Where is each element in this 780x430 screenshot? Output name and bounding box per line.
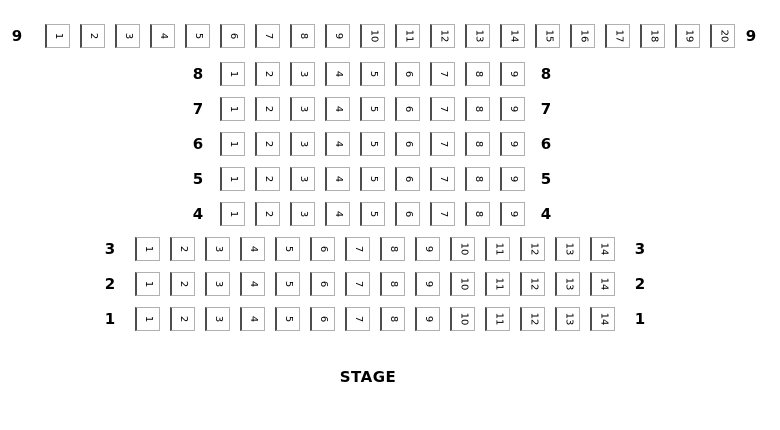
seat-number: 14	[507, 29, 519, 43]
seat-number: 9	[508, 105, 519, 113]
seat-number: 9	[333, 32, 344, 40]
seat-number: 5	[368, 175, 379, 183]
seat-row4-1[interactable]	[220, 202, 245, 226]
seat-number: 9	[508, 175, 519, 183]
seat-row6-8[interactable]	[465, 132, 490, 156]
seat-row9-18[interactable]	[640, 24, 665, 48]
seat-number: 14	[597, 312, 609, 326]
seat-row5-2[interactable]	[255, 167, 280, 191]
seat-number: 4	[333, 140, 344, 148]
row-label-right-2: 2	[634, 275, 646, 293]
seat-number: 12	[437, 29, 449, 43]
seat-number: 5	[368, 210, 379, 218]
seat-number: 11	[492, 242, 504, 256]
seat-row9-19[interactable]	[675, 24, 700, 48]
seat-row6-3[interactable]	[290, 132, 315, 156]
seat-number: 7	[438, 175, 449, 183]
seat-number: 11	[402, 29, 414, 43]
row-label-left-8: 8	[192, 65, 204, 83]
seat-row9-10[interactable]	[360, 24, 385, 48]
seat-number: 8	[473, 140, 484, 148]
seat-row6-4[interactable]	[325, 132, 350, 156]
seat-row1-2[interactable]	[170, 307, 195, 331]
seat-number: 10	[457, 277, 469, 291]
seat-row4-4[interactable]	[325, 202, 350, 226]
seat-row1-8[interactable]	[380, 307, 405, 331]
seat-row9-16[interactable]	[570, 24, 595, 48]
seat-number: 2	[178, 315, 189, 323]
seat-number: 2	[263, 140, 274, 148]
seat-number: 5	[368, 105, 379, 113]
seat-number: 2	[178, 245, 189, 253]
row-label-left-6: 6	[192, 135, 204, 153]
seat-number: 12	[527, 312, 539, 326]
seat-number: 8	[473, 105, 484, 113]
seat-number: 2	[88, 32, 99, 40]
seat-row2-3[interactable]	[205, 272, 230, 296]
seat-row2-13[interactable]	[555, 272, 580, 296]
row-label-left-1: 1	[104, 310, 116, 328]
seat-number: 5	[283, 245, 294, 253]
seat-row3-5[interactable]	[275, 237, 300, 261]
seat-row7-3[interactable]	[290, 97, 315, 121]
seat-row8-2[interactable]	[255, 62, 280, 86]
seat-row5-9[interactable]	[500, 167, 525, 191]
seat-number: 8	[388, 315, 399, 323]
seat-number: 2	[263, 70, 274, 78]
row-label-right-8: 8	[540, 65, 552, 83]
seat-number: 4	[158, 32, 169, 40]
seat-row6-5[interactable]	[360, 132, 385, 156]
seat-row5-8[interactable]	[465, 167, 490, 191]
row-label-left-7: 7	[192, 100, 204, 118]
seat-row2-4[interactable]	[240, 272, 265, 296]
seat-number: 14	[597, 242, 609, 256]
row-label-left-4: 4	[192, 205, 204, 223]
seat-number: 6	[403, 175, 414, 183]
stage-label: STAGE	[339, 368, 397, 386]
seat-row3-1[interactable]	[135, 237, 160, 261]
seat-number: 4	[248, 280, 259, 288]
seat-number: 1	[228, 105, 239, 113]
seat-row1-7[interactable]	[345, 307, 370, 331]
seat-number: 6	[403, 70, 414, 78]
seat-number: 6	[403, 140, 414, 148]
seat-number: 8	[298, 32, 309, 40]
seat-row2-1[interactable]	[135, 272, 160, 296]
seat-number: 11	[492, 312, 504, 326]
seat-row1-10[interactable]	[450, 307, 475, 331]
seat-number: 7	[438, 140, 449, 148]
seat-number: 10	[457, 242, 469, 256]
seat-number: 9	[508, 210, 519, 218]
row-label-left-9: 9	[11, 27, 23, 45]
seat-number: 4	[333, 105, 344, 113]
seat-number: 1	[143, 280, 154, 288]
seat-row9-6[interactable]	[220, 24, 245, 48]
seat-number: 15	[542, 29, 554, 43]
seat-number: 3	[298, 210, 309, 218]
row-label-right-3: 3	[634, 240, 646, 258]
seat-row3-11[interactable]	[485, 237, 510, 261]
seat-row3-10[interactable]	[450, 237, 475, 261]
seat-row3-7[interactable]	[345, 237, 370, 261]
seat-row3-4[interactable]	[240, 237, 265, 261]
seat-number: 2	[263, 175, 274, 183]
seat-number: 5	[368, 140, 379, 148]
seat-row1-9[interactable]	[415, 307, 440, 331]
seat-number: 2	[263, 105, 274, 113]
seat-number: 7	[353, 280, 364, 288]
row-label-left-2: 2	[104, 275, 116, 293]
seat-row9-1[interactable]	[45, 24, 70, 48]
seat-number: 3	[123, 32, 134, 40]
seat-number: 3	[213, 315, 224, 323]
seat-number: 5	[283, 280, 294, 288]
seat-row5-4[interactable]	[325, 167, 350, 191]
row-label-left-3: 3	[104, 240, 116, 258]
seat-number: 6	[318, 315, 329, 323]
seat-row3-6[interactable]	[310, 237, 335, 261]
seat-row4-6[interactable]	[395, 202, 420, 226]
seat-row3-8[interactable]	[380, 237, 405, 261]
seat-number: 17	[612, 29, 624, 43]
seat-number: 7	[353, 245, 364, 253]
seat-row9-4[interactable]	[150, 24, 175, 48]
seat-row9-7[interactable]	[255, 24, 280, 48]
seat-number: 8	[388, 245, 399, 253]
seat-number: 9	[423, 245, 434, 253]
seat-row8-3[interactable]	[290, 62, 315, 86]
seat-row9-11[interactable]	[395, 24, 420, 48]
seat-row3-2[interactable]	[170, 237, 195, 261]
seat-number: 6	[403, 210, 414, 218]
seat-row9-20[interactable]	[710, 24, 735, 48]
seat-row7-7[interactable]	[430, 97, 455, 121]
seat-row4-9[interactable]	[500, 202, 525, 226]
seat-row7-6[interactable]	[395, 97, 420, 121]
seat-row1-12[interactable]	[520, 307, 545, 331]
seat-number: 1	[228, 210, 239, 218]
row-label-right-6: 6	[540, 135, 552, 153]
seat-row2-11[interactable]	[485, 272, 510, 296]
seat-number: 2	[263, 210, 274, 218]
seat-row2-8[interactable]	[380, 272, 405, 296]
seat-number: 3	[298, 70, 309, 78]
seat-number: 1	[53, 32, 64, 40]
seat-number: 1	[143, 315, 154, 323]
seat-number: 9	[508, 70, 519, 78]
seat-number: 10	[367, 29, 379, 43]
seat-row8-6[interactable]	[395, 62, 420, 86]
seat-number: 4	[333, 70, 344, 78]
seat-row4-2[interactable]	[255, 202, 280, 226]
seat-row5-7[interactable]	[430, 167, 455, 191]
seat-row6-7[interactable]	[430, 132, 455, 156]
seat-row9-5[interactable]	[185, 24, 210, 48]
seat-row6-6[interactable]	[395, 132, 420, 156]
seat-number: 3	[298, 140, 309, 148]
seat-number: 13	[562, 242, 574, 256]
row-label-right-9: 9	[745, 27, 757, 45]
seat-row1-3[interactable]	[205, 307, 230, 331]
seat-row1-11[interactable]	[485, 307, 510, 331]
seat-row2-6[interactable]	[310, 272, 335, 296]
seat-row2-9[interactable]	[415, 272, 440, 296]
seat-number: 6	[403, 105, 414, 113]
seat-row9-9[interactable]	[325, 24, 350, 48]
seat-row4-3[interactable]	[290, 202, 315, 226]
seat-row9-13[interactable]	[465, 24, 490, 48]
seat-number: 1	[143, 245, 154, 253]
seat-row3-13[interactable]	[555, 237, 580, 261]
seat-row3-14[interactable]	[590, 237, 615, 261]
seat-row6-1[interactable]	[220, 132, 245, 156]
seat-number: 14	[597, 277, 609, 291]
seat-row7-4[interactable]	[325, 97, 350, 121]
seat-number: 18	[647, 29, 659, 43]
seat-number: 8	[473, 175, 484, 183]
seat-number: 13	[562, 312, 574, 326]
seat-row9-17[interactable]	[605, 24, 630, 48]
seat-number: 3	[213, 280, 224, 288]
seat-row3-9[interactable]	[415, 237, 440, 261]
seat-row8-9[interactable]	[500, 62, 525, 86]
seat-row1-4[interactable]	[240, 307, 265, 331]
seat-row5-6[interactable]	[395, 167, 420, 191]
seat-row8-4[interactable]	[325, 62, 350, 86]
seat-row9-15[interactable]	[535, 24, 560, 48]
seat-number: 8	[473, 210, 484, 218]
seat-number: 4	[248, 245, 259, 253]
seat-row1-1[interactable]	[135, 307, 160, 331]
row-label-right-1: 1	[634, 310, 646, 328]
seat-row2-12[interactable]	[520, 272, 545, 296]
seat-number: 7	[438, 210, 449, 218]
seat-row4-8[interactable]	[465, 202, 490, 226]
seat-row8-7[interactable]	[430, 62, 455, 86]
seat-number: 19	[682, 29, 694, 43]
seat-number: 5	[193, 32, 204, 40]
seat-row7-2[interactable]	[255, 97, 280, 121]
seat-number: 2	[178, 280, 189, 288]
seat-row9-8[interactable]	[290, 24, 315, 48]
seat-row2-14[interactable]	[590, 272, 615, 296]
seat-number: 3	[298, 105, 309, 113]
seat-number: 9	[508, 140, 519, 148]
seat-number: 6	[318, 280, 329, 288]
seat-row7-5[interactable]	[360, 97, 385, 121]
seat-number: 7	[438, 105, 449, 113]
row-label-right-5: 5	[540, 170, 552, 188]
seat-row5-1[interactable]	[220, 167, 245, 191]
seat-number: 4	[333, 175, 344, 183]
seat-number: 12	[527, 242, 539, 256]
seat-number: 1	[228, 140, 239, 148]
seat-row2-7[interactable]	[345, 272, 370, 296]
seat-number: 13	[562, 277, 574, 291]
seat-row9-14[interactable]	[500, 24, 525, 48]
seat-row1-13[interactable]	[555, 307, 580, 331]
seat-number: 6	[318, 245, 329, 253]
seat-row1-5[interactable]	[275, 307, 300, 331]
seat-number: 11	[492, 277, 504, 291]
seat-row4-7[interactable]	[430, 202, 455, 226]
seat-row5-3[interactable]	[290, 167, 315, 191]
seat-number: 13	[472, 29, 484, 43]
seat-number: 9	[423, 315, 434, 323]
seat-number: 7	[353, 315, 364, 323]
seat-row2-5[interactable]	[275, 272, 300, 296]
seat-row9-3[interactable]	[115, 24, 140, 48]
seat-number: 1	[228, 175, 239, 183]
row-label-left-5: 5	[192, 170, 204, 188]
seat-number: 4	[333, 210, 344, 218]
seat-row3-3[interactable]	[205, 237, 230, 261]
seat-row2-2[interactable]	[170, 272, 195, 296]
seat-row6-9[interactable]	[500, 132, 525, 156]
row-label-right-4: 4	[540, 205, 552, 223]
seat-row8-5[interactable]	[360, 62, 385, 86]
seat-number: 10	[457, 312, 469, 326]
seat-row8-1[interactable]	[220, 62, 245, 86]
seat-number: 5	[283, 315, 294, 323]
seat-number: 4	[248, 315, 259, 323]
seat-row6-2[interactable]	[255, 132, 280, 156]
seat-row9-2[interactable]	[80, 24, 105, 48]
seat-number: 20	[717, 29, 729, 43]
seat-row1-14[interactable]	[590, 307, 615, 331]
seat-number: 9	[423, 280, 434, 288]
seat-row8-8[interactable]	[465, 62, 490, 86]
seat-row3-12[interactable]	[520, 237, 545, 261]
seat-number: 8	[388, 280, 399, 288]
seat-row1-6[interactable]	[310, 307, 335, 331]
seat-number: 5	[368, 70, 379, 78]
seat-number: 8	[473, 70, 484, 78]
seat-number: 6	[228, 32, 239, 40]
seat-row9-12[interactable]	[430, 24, 455, 48]
seat-row4-5[interactable]	[360, 202, 385, 226]
seat-number: 12	[527, 277, 539, 291]
seat-row7-9[interactable]	[500, 97, 525, 121]
seat-number: 3	[298, 175, 309, 183]
seat-number: 1	[228, 70, 239, 78]
seat-row7-8[interactable]	[465, 97, 490, 121]
seat-number: 7	[263, 32, 274, 40]
seat-row7-1[interactable]	[220, 97, 245, 121]
seat-number: 7	[438, 70, 449, 78]
seat-row2-10[interactable]	[450, 272, 475, 296]
seat-number: 16	[577, 29, 589, 43]
row-label-right-7: 7	[540, 100, 552, 118]
seat-row5-5[interactable]	[360, 167, 385, 191]
seat-number: 3	[213, 245, 224, 253]
